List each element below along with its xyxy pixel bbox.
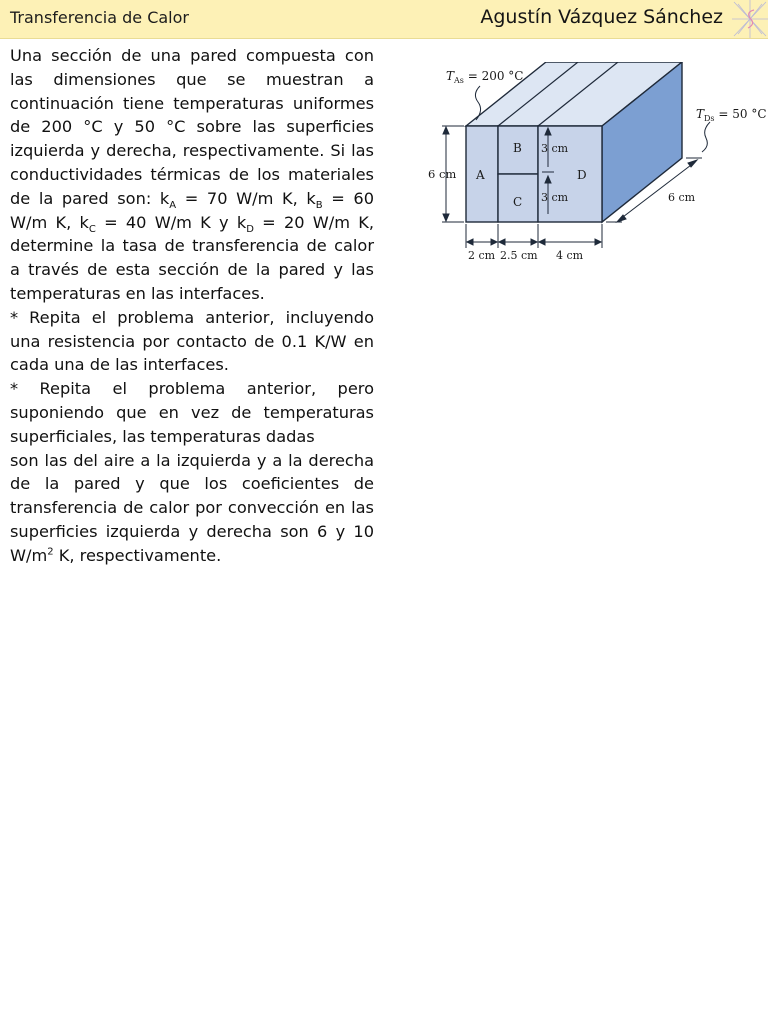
c-height-label: 3 cm (541, 191, 569, 204)
width-d-label: 4 cm (556, 249, 584, 262)
course-title: Transferencia de Calor (10, 8, 189, 27)
problem-statement (10, 44, 374, 568)
problem-paragraph-2: * Repita el problema anterior, incluyendo una resistencia por contacto de 0.1 K/W en cada una de las interfaces. (10, 307, 374, 375)
height-label: 6 cm (428, 167, 457, 181)
width-bc-label: 2.5 cm (500, 249, 538, 262)
composite-wall-figure (410, 62, 768, 272)
t-left-label: $T_{As} = 200$ °C (446, 69, 524, 85)
author-name: Agustín Vázquez Sánchez (480, 6, 723, 28)
width-a-label: 2 cm (468, 249, 496, 262)
label-a: A (476, 168, 485, 182)
depth-label: 6 cm (668, 191, 696, 204)
label-d: D (577, 168, 587, 182)
t-right-label: $T_{Ds} = 50$ °C (696, 107, 767, 123)
label-b: B (513, 141, 522, 155)
label-c: C (513, 195, 523, 209)
problem-paragraph-3b: son las del aire a la izquierda y a la derecha de la pared y que los coeficientes de transferencia de calor por convección en las superficies izquierda y derecha son 6 y 10 $W/m^2$ K, respectivamente. (10, 450, 374, 565)
problem-paragraph-3a: * Repita el problema anterior, pero suponiendo que en vez de temperaturas superficiales, las temperaturas dadas (10, 379, 374, 446)
b-height-label: 3 cm (541, 142, 569, 155)
problem-paragraph-1: Una sección de una pared compuesta con las dimensiones que se muestran a continuación tiene temperaturas uniformes de 200 °C y 50 °C sobre las superficies izquierda y derecha, respectivamente. Si las conductividades térmicas de los materiales de la pared son: $k_A = 70$ W/m K, $k_B = 60$ W/m K, $k_C = 40$ W/m K y $k_D = 20$ W/m K, determine la tasa de transferencia de calor a través de esta sección de la pared y las temperaturas en las interfaces. (10, 46, 375, 303)
header-bar (0, 0, 768, 39)
geometric-logo-icon (732, 0, 768, 38)
